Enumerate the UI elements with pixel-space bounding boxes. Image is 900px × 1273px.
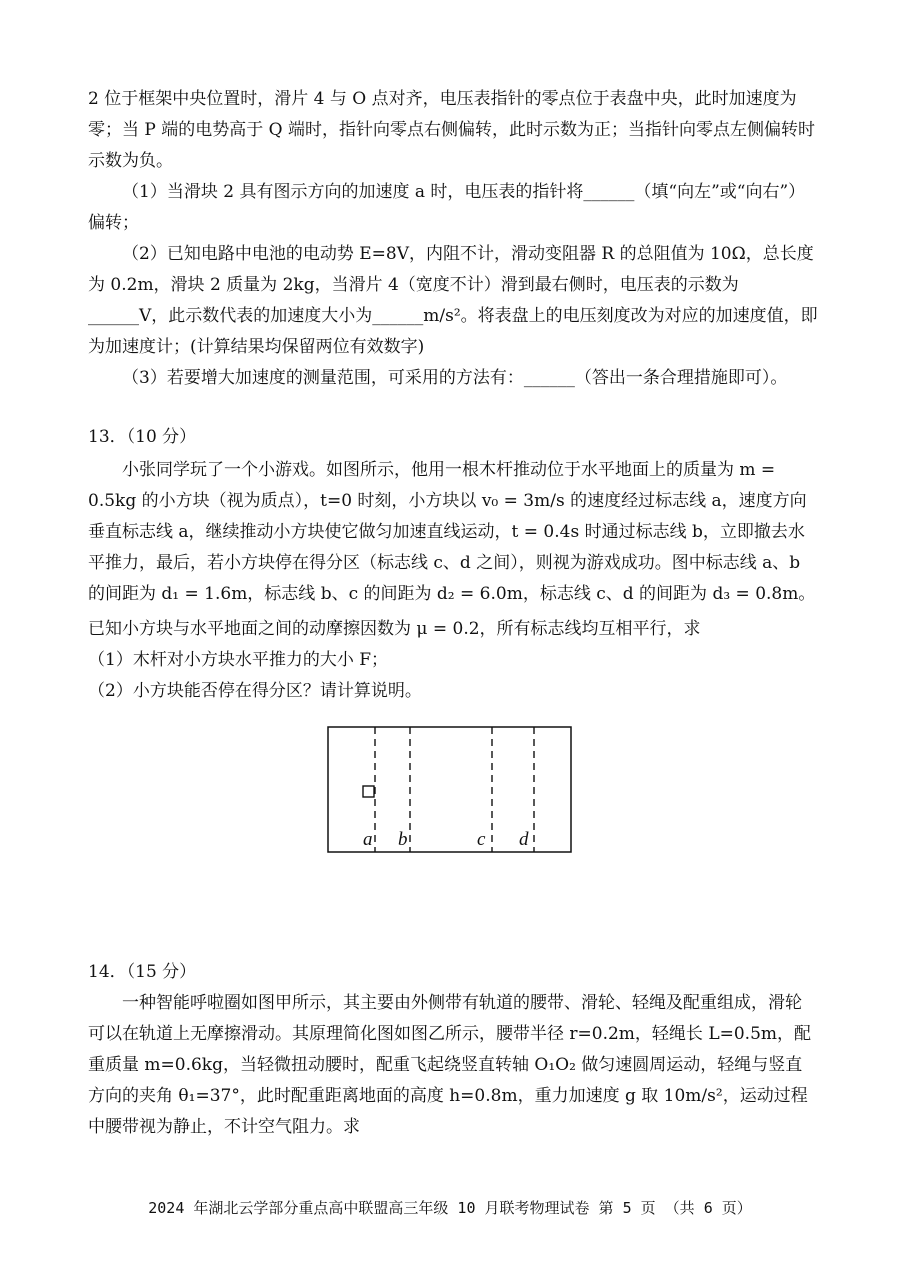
label-b: b xyxy=(398,829,408,850)
label-d: d xyxy=(519,829,529,850)
q14-heading: 14．（15 分） xyxy=(88,962,197,982)
q13-body1: 小张同学玩了一个小游戏。如图所示，他用一根木杆推动位于水平地面上的质量为 m = 0.5kg 的小方块（视为质点），t=0 时刻，小方块以 v₀ = 3m/s 的速度经过标志线 a，速度方向垂直标志线 a，继续推动小方块使它做匀加速直线运动，t = 0.4s 时通过标志线 b，立即撤去水平推力，最后，若小方块停在得分区（标志线 c、d 之间），则视为游戏成功。图中标志线 a、b 的间距为 d₁ = 1.6m，标志线 b、c 的间距为 d₂ = 6.0m，标志线 c、d 的间距为 d₃ = 0.8m。 xyxy=(88,460,816,604)
q14-body: 一种智能呼啦圈如图甲所示，其主要由外侧带有轨道的腰带、滑轮、轻绳及配重组成，滑轮可以在轨道上无摩擦滑动。其原理简化图如图乙所示，腰带半径 r=0.2m，轻绳长 L=0.5m，配重质量 m=0.6kg，当轻微扭动腰时，配重飞起绕竖直转轴 O₁O₂ 做匀速圆周运动，轻绳与竖直方向的夹角 θ₁=37°，此时配重距离地面的高度 h=0.8m，重力加速度 g 取 10m/s²，运动过程中腰带视为静止，不计空气阻力。求 xyxy=(88,993,812,1137)
track-diagram xyxy=(88,707,818,927)
q13-figure xyxy=(88,707,818,927)
page-content xyxy=(88,84,818,1143)
label-c: c xyxy=(477,829,486,850)
q12-part3: （3）若要增大加速度的测量范围，可采用的方法有：______（答出一条合理措施即可）。 xyxy=(122,368,788,388)
small-block xyxy=(363,786,374,797)
q13-sub2: （2）小方块能否停在得分区？请计算说明。 xyxy=(88,681,422,701)
q13-sub1: （1）木杆对小方块水平推力的大小 F； xyxy=(88,650,389,670)
label-a: a xyxy=(363,829,373,850)
q13-heading: 13．（10 分） xyxy=(88,427,197,447)
q12-part2: （2）已知电路中电池的电动势 E=8V，内阻不计，滑动变阻器 R 的总阻值为 10Ω，总长度为 0.2m，滑块 2 质量为 2kg，当滑片 4（宽度不计）滑到最右侧时，电压表的示数为______V，此示数代表的加速度大小为______m/s²。将表盘上的电压刻度改为对应的加速度值，即为加速度计；(计算结果均保留两位有效数字) xyxy=(88,244,818,357)
q13-body2: 已知小方块与水平地面之间的动摩擦因数为 μ = 0.2，所有标志线均互相平行，求 xyxy=(88,619,701,639)
page-footer: 2024 年湖北云学部分重点高中联盟高三年级 10 月联考物理试卷 第 5 页 （共 6 页） xyxy=(148,1199,752,1217)
q12-intro: 2 位于框架中央位置时，滑片 4 与 O 点对齐，电压表指针的零点位于表盘中央，此时加速度为零；当 P 端的电势高于 Q 端时，指针向零点右侧偏转，此时示数为正；当指针向零点左侧偏转时示数为负。 xyxy=(88,89,815,171)
q12-part1: （1）当滑块 2 具有图示方向的加速度 a 时，电压表的指针将______（填“向左”或“向右”）偏转； xyxy=(88,182,806,233)
